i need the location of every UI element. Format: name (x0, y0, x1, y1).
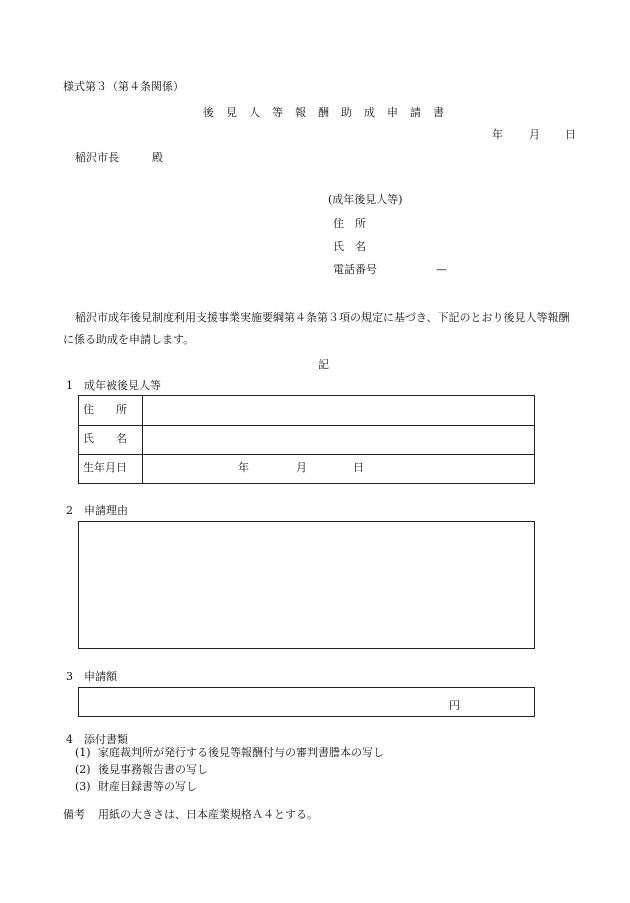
addressee: 稲沢市長 (75, 151, 119, 164)
section1-heading: 1 成年被後見人等 (66, 379, 161, 392)
divider (78, 454, 535, 455)
amount-field[interactable] (78, 687, 535, 717)
attachment-item: 後見事務報告書の写し (98, 763, 208, 776)
ward-name-field[interactable] (145, 432, 531, 448)
note-text: 用紙の大きさは、日本産業規格Ａ４とする。 (98, 808, 318, 821)
section4-heading: 4 添付書類 (66, 733, 128, 746)
attachment-item: 家庭裁判所が発行する後見等報酬付与の審判書謄本の写し (98, 746, 384, 759)
body-text-line2: に係る助成を申請します。 (63, 333, 195, 346)
birth-day: 日 (353, 461, 364, 474)
attachment-num: (2) (75, 763, 91, 776)
document-title: 後見人等報酬助成申請書 (203, 106, 456, 119)
applicant-heading: (成年後見人等) (328, 193, 403, 206)
attachment-num: (1) (75, 746, 91, 759)
note-label: 備考 (63, 808, 85, 821)
ward-birthdate-label: 生年月日 (83, 461, 127, 474)
section2-heading: 2 申請理由 (66, 504, 128, 517)
ward-name-label: 氏 名 (83, 432, 127, 445)
attachment-item: 財産目録書等の写し (98, 780, 197, 793)
date-month: 月 (529, 128, 540, 141)
ward-address-label: 住 所 (83, 403, 127, 416)
reason-field[interactable] (78, 521, 535, 649)
date-day: 日 (565, 128, 576, 141)
section3-heading: 3 申請額 (66, 670, 117, 683)
applicant-name-label: 氏 名 (333, 240, 366, 253)
ki-heading: 記 (318, 358, 329, 371)
birth-year: 年 (238, 461, 249, 474)
body-text-line1: 稲沢市成年後見制度利用支援事業実施要綱第４条第３項の規定に基づき、下記のとおり後見人等報酬 (75, 311, 570, 324)
attachment-num: (3) (75, 780, 91, 793)
phone-separator: — (436, 263, 447, 276)
addressee-honorific: 殿 (152, 151, 163, 164)
applicant-phone-label: 電話番号 (333, 263, 377, 276)
divider (78, 425, 535, 426)
applicant-address-label: 住 所 (333, 217, 366, 230)
date-year: 年 (492, 128, 503, 141)
yen-unit: 円 (449, 699, 460, 712)
form-number: 様式第３（第４条関係） (63, 80, 184, 93)
birth-month: 月 (296, 461, 307, 474)
ward-address-field[interactable] (145, 403, 531, 419)
divider (142, 395, 143, 484)
